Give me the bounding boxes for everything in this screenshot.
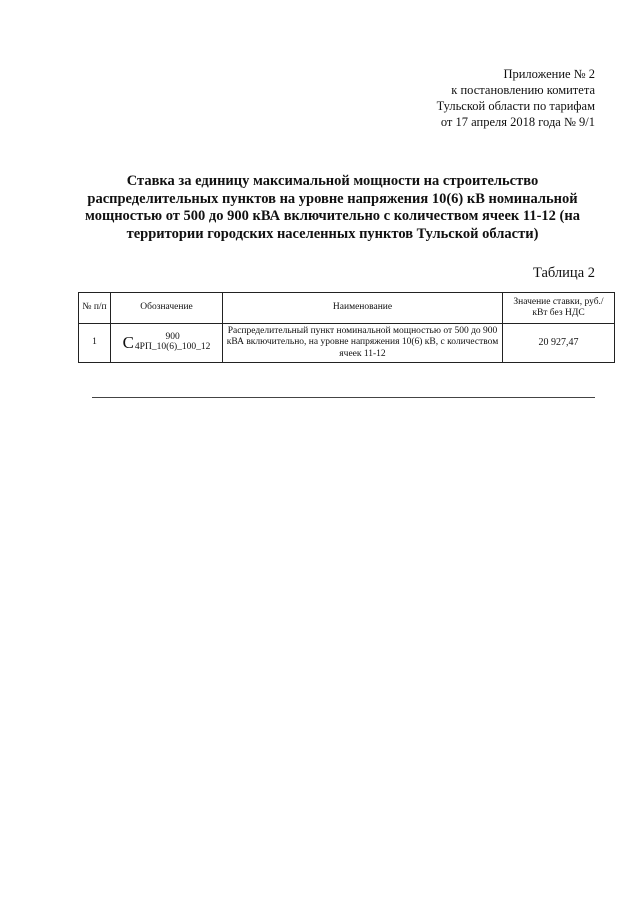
cell-code (111, 324, 223, 363)
code-symbol (123, 333, 211, 352)
document-title: Ставка за единицу максимальной мощности на строительство распределительных пунктов на уровне напряжения 10(6) кВ номинальной мощностью от 500 до 900 кВА включительно с количеством ячеек 11-12 (на территории городских населенных пунктов Тульской области) (85, 173, 580, 242)
footer-rule (92, 397, 595, 398)
header-num: № п/п (79, 293, 111, 324)
code-main: С (122, 333, 134, 353)
cell-num: 1 (79, 324, 111, 363)
table-header-row (79, 293, 615, 324)
header-name: Наименование (223, 293, 503, 324)
table-row (79, 324, 615, 363)
appendix-block (437, 66, 595, 130)
code-subscript: 4РП_10(6)_100_12 (134, 342, 211, 353)
cell-value: 20 927,47 (503, 324, 615, 363)
code-superscript: 900 (165, 332, 180, 343)
code-indices (134, 333, 210, 352)
header-value: Значение ставки, руб./кВт без НДС (503, 293, 615, 324)
appendix-line-4: от 17 апреля 2018 года № 9/1 (440, 115, 595, 129)
appendix-line-2: к постановлению комитета (451, 83, 595, 97)
appendix-line-1: Приложение № 2 (503, 67, 595, 81)
rates-table (78, 292, 615, 363)
header-code: Обозначение (111, 293, 223, 324)
appendix-line-3: Тульской области по тарифам (436, 99, 595, 113)
table-label: Таблица 2 (532, 265, 595, 281)
cell-name: Распределительный пункт номинальной мощностью от 500 до 900 кВА включительно, на уровне напряжения 10(6) кВ, с количеством ячеек 11-12 (223, 324, 503, 363)
